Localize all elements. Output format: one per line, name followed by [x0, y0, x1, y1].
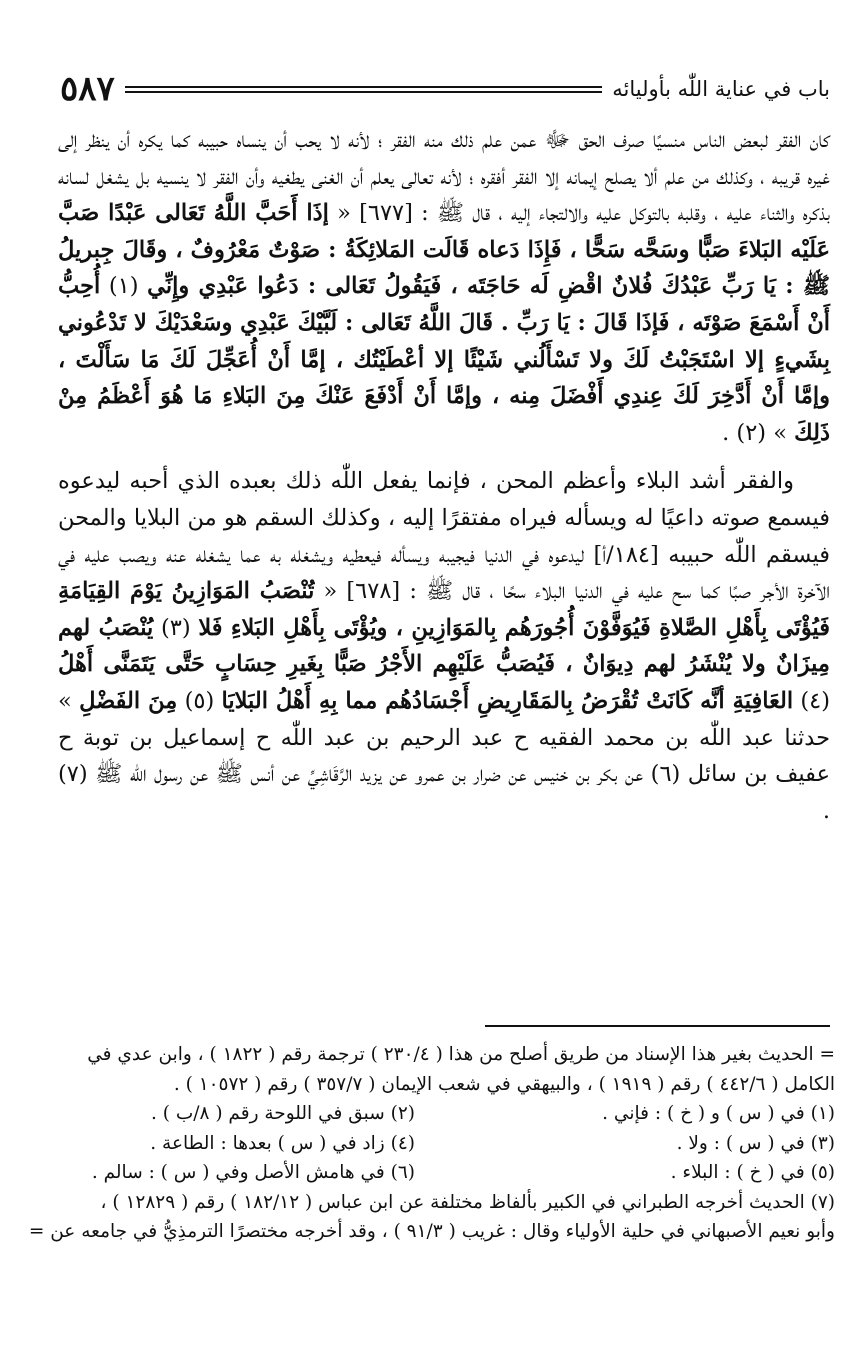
footnote-5: (٥) في ( خ ) : البلاء .: [670, 1162, 835, 1183]
footnote-1: (١) في ( س ) و ( خ ) : فإني .: [602, 1103, 835, 1124]
footnote-2: (٢) سبق في اللوحة رقم ( ٨/ب ) .: [150, 1103, 415, 1124]
footnote-continuation: = الحديث بغير هذا الإسناد من طريق أصلح من هذا ( ٢٣٠/٤ ) ترجمة رقم ( ١٨٢٢ ) ، وابن عدي في: [87, 1044, 835, 1065]
footnote-7-continued: وأبو نعيم الأصبهاني في حلية الأولياء وقال : غريب ( ٩١/٣ ) ، وقد أخرجه مختصرًا الترمذِيُّ في جامعه عن =: [28, 1221, 835, 1242]
narrative-text: كان الفقر لبعض الناس منسيًا صرف الحق ﷻ عمن علم ذلك منه الفقر ؛ لأنه لا يحب أن ينساه حبيبه كما يكره أن ينظر إلى غيره قريبه ، وكذلك من علم ألا يصلح إيمانه إلا الفقر أفقره ؛ لأنه تعالى يعلم أن الغنى يطغيه وأن الفقر لا ينسيه بل يشغل لسانه بذكره والثناء عليه ، وقلبه بالتوكل عليه والالتجاء إليه ، قال ﷺ : [٦٧٧] «: [58, 127, 830, 227]
footnote-4: (٤) زاد في ( س ) بعدها : الطاعة .: [150, 1132, 415, 1154]
paragraph-2: [58, 463, 830, 829]
footnote-marker: (١): [108, 273, 139, 300]
hadith-text: تُنْصَبُ المَوَازِينُ يَوْمَ القِيَامَةِ فَيُؤْتَى بِأَهْلِ الصَّلاةِ فَيُوَفَّوْنَ أُجُورَهُم بِالمَوَازِينِ ، ويُؤْتَى بِأَهْلِ البَلاءِ فَلا: [58, 578, 830, 641]
hadith-text: أُحِبُّ أَنْ أَسْمَعَ صَوْتَه ، فَإذَا قَالَ : يَا رَبِّ . قَالَ اللَّهُ تَعَالى : لَبَّيْكَ عَبْدِي وسَعْدَيْكَ لا تَدْعُوني بِشَيءٍ إلا اسْتَجَبْتُ لَكَ ولا تَسْأَلُني شَيْئًا إلا أعْطَيْتُك ، إمَّا أَنْ أُعَجِّلَ لَكَ مَا سَأَلْتَ ، وإمَّا أَنْ أَدَّخِرَ لَكَ عِندِي أَفْضَلَ مِنه ، وإمَّا أَنْ أَدْفَعَ عَنْكَ مِنَ البَلاءِ مَا هُوَ أَعْظَمُ مِنْ ذَلِكَ: [58, 273, 830, 446]
header-rule-line-top: [125, 86, 603, 88]
footnote-7: (٧) الحديث أخرجه الطبراني في الكبير بألفاظ مختلفة عن ابن عباس ( ١٨٢/١٢ ) رقم ( ١٢٨٢٩ ) ،: [100, 1191, 835, 1213]
chapter-title: باب في عناية اللّٰه بأوليائه: [612, 77, 830, 101]
hadith-text: إذَا أَحَبَّ اللَّهُ تَعَالى عَبْدًا صَبَّ عَلَيْه البَلاءَ صَبًّا وسَحَّه سَحًّا ، فَإِذَا دَعاه قَالَت المَلائِكَةُ : صَوْتٌ مَعْرُوفٌ ، وقَالَ جِبريلُ ﷺ : يَا رَبِّ عَبْدُكَ فُلانٌ اقْضِ لَه حَاجَتَه ، فَيَقُولُ تَعَالى : دَعُوا عَبْدِي وإِنِّي: [58, 200, 830, 300]
page-number: ٥٨٧: [60, 69, 115, 109]
narrative-text: والفقر أشد البلاء وأعظم المحن ، فإنما يفعل اللّٰه ذلك بعبده الذي أحبه ليدعوه فيسمع صوته داعيًا له ويسأله فيراه مفتقرًا إليه ، وكذلك السقم هو من البلايا والمحن فيسقم اللّٰه حبيبه [١٨٤/أ] ليدعوه في الدنيا فيجيبه ويسأله فيعطيه ويشغله به عما يشغله عنه ويصب عليه في الآخرة الأجر صبًا كما سح عليه في الدنيا البلاء سحًا ، قال ﷺ : [٦٧٨] «: [58, 468, 831, 605]
footnote-row: [40, 1099, 835, 1129]
footnote-row: [40, 1129, 835, 1159]
footnote-row: [40, 1158, 835, 1188]
main-text: [58, 122, 830, 829]
footnote-6: (٦) في هامش الأصل وفي ( س ) : سالم .: [91, 1162, 415, 1183]
header-rule-line-bottom: [125, 91, 603, 93]
hadith-text: العَافِيَةِ أنَّه كَانَتْ تُقْرَضُ بِالمَقَارِيضِ أَجْسَادُهُم مما بِهِ أَهْلُ البَلايَا: [221, 687, 794, 714]
footnote-marker: » (٢) .: [722, 419, 787, 446]
footnote-3: (٣) في ( س ) : ولا .: [676, 1132, 835, 1154]
footnote-marker: (٥): [184, 687, 215, 714]
footnote-marker: (٣): [160, 614, 191, 641]
header-rule: [125, 86, 603, 93]
hadith-text: مِنَ الفَضْلِ: [79, 687, 178, 714]
isnad-text: » حدثنا عبد اللّٰه بن محمد الفقيه ح عبد الرحيم بن عبد اللّٰه ح إسماعيل بن توبة ح عفيف بن سائل (٦) عن بكر بن خنيس عن ضرار بن عمرو عن يزيد الرَّقَاشِيِّ عن أنس ﷺ عن رسول اللّٰه ﷺ (٧) .: [58, 687, 830, 824]
hadith-text: يُنْصَبُ لهم مِيزَانٌ ولا يُنْشَرُ لهم دِيوَانٌ ، فَيُصَبُّ عَلَيْهِم الأَجْرُ صَبًّا بِغَيرِ حِسَابٍ حَتَّى يَتَمَنَّى أَهْلُ: [58, 614, 830, 678]
footnotes: [28, 1040, 835, 1247]
paragraph-1: [58, 122, 830, 451]
footnote-separator: [485, 1025, 830, 1027]
footnote-marker: (٤): [800, 687, 831, 714]
running-head: [60, 68, 830, 110]
footnote-continuation: الكامل ( ٤٤٢/٦ ) رقم ( ١٩١٩ ) ، والبيهقي في شعب الإيمان ( ٣٥٧/٧ ) رقم ( ١٠٥٧٢ ) .: [173, 1073, 835, 1095]
